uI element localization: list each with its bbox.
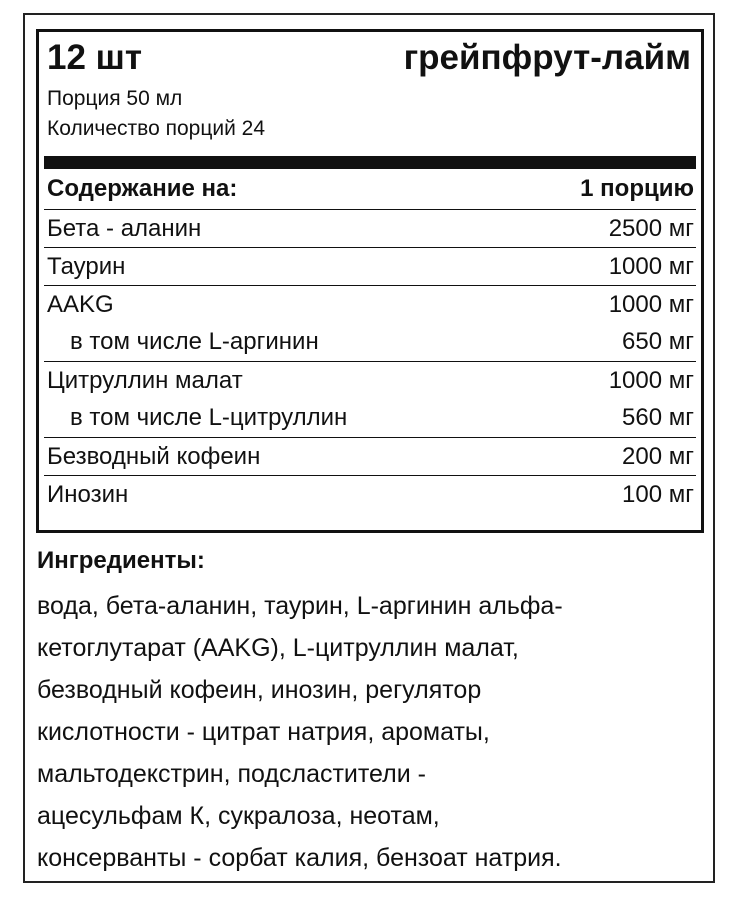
ingredients-line: вода, бета-аланин, таурин, L-аргинин альфа- [37, 592, 563, 620]
table-header-row [44, 169, 696, 209]
table-row [44, 437, 696, 475]
row-label: Бета - аланин [47, 214, 202, 242]
row-label: Таурин [47, 252, 126, 280]
row-value: 2500 мг [608, 214, 694, 242]
package-count: 12 шт [47, 38, 142, 77]
row-value: 200 мг [622, 442, 694, 470]
row-value: 1000 мг [608, 290, 694, 318]
ingredients-line: безводный кофеин, инозин, регулятор [37, 676, 482, 704]
row-value: 650 мг [622, 328, 694, 355]
content-table [44, 169, 696, 513]
label-frame [23, 13, 715, 883]
row-value: 1000 мг [608, 252, 694, 280]
ingredients-line: ацесульфам К, сукралоза, неотам, [37, 802, 440, 830]
ingredients-title: Ингредиенты: [37, 547, 205, 574]
row-value: 1000 мг [608, 366, 694, 394]
table-row [44, 285, 696, 323]
table-row [44, 247, 696, 285]
row-label: Цитруллин малат [47, 366, 243, 394]
servings-per-container: Количество порций 24 [47, 117, 266, 140]
table-row [44, 209, 696, 247]
row-label: в том числе L-цитруллин [70, 404, 348, 431]
ingredients-line: кислотности - цитрат натрия, ароматы, [37, 718, 490, 746]
row-label: Безводный кофеин [47, 442, 261, 470]
table-header-value: 1 порцию [580, 175, 694, 202]
ingredients-line: кетоглутарат (AAKG), L-цитруллин малат, [37, 634, 519, 662]
flavor-name: грейпфрут-лайм [403, 38, 691, 77]
table-subrow [44, 323, 696, 361]
panel-header [39, 32, 701, 84]
row-value: 100 мг [622, 480, 694, 508]
table-header-label: Содержание на: [47, 175, 238, 202]
table-subrow [44, 399, 696, 437]
table-row [44, 361, 696, 399]
ingredients-section [37, 540, 697, 879]
row-label: в том числе L-аргинин [70, 328, 319, 355]
row-label: Инозин [47, 480, 129, 508]
row-label: AAKG [47, 290, 114, 318]
row-value: 560 мг [622, 404, 694, 431]
nutrition-panel [36, 29, 704, 533]
table-row [44, 475, 696, 513]
ingredients-line: консерванты - сорбат калия, бензоат натрия. [37, 844, 562, 872]
thick-divider [44, 156, 696, 169]
ingredients-line: мальтодекстрин, подсластители - [37, 760, 426, 788]
serving-size: Порция 50 мл [47, 87, 183, 110]
